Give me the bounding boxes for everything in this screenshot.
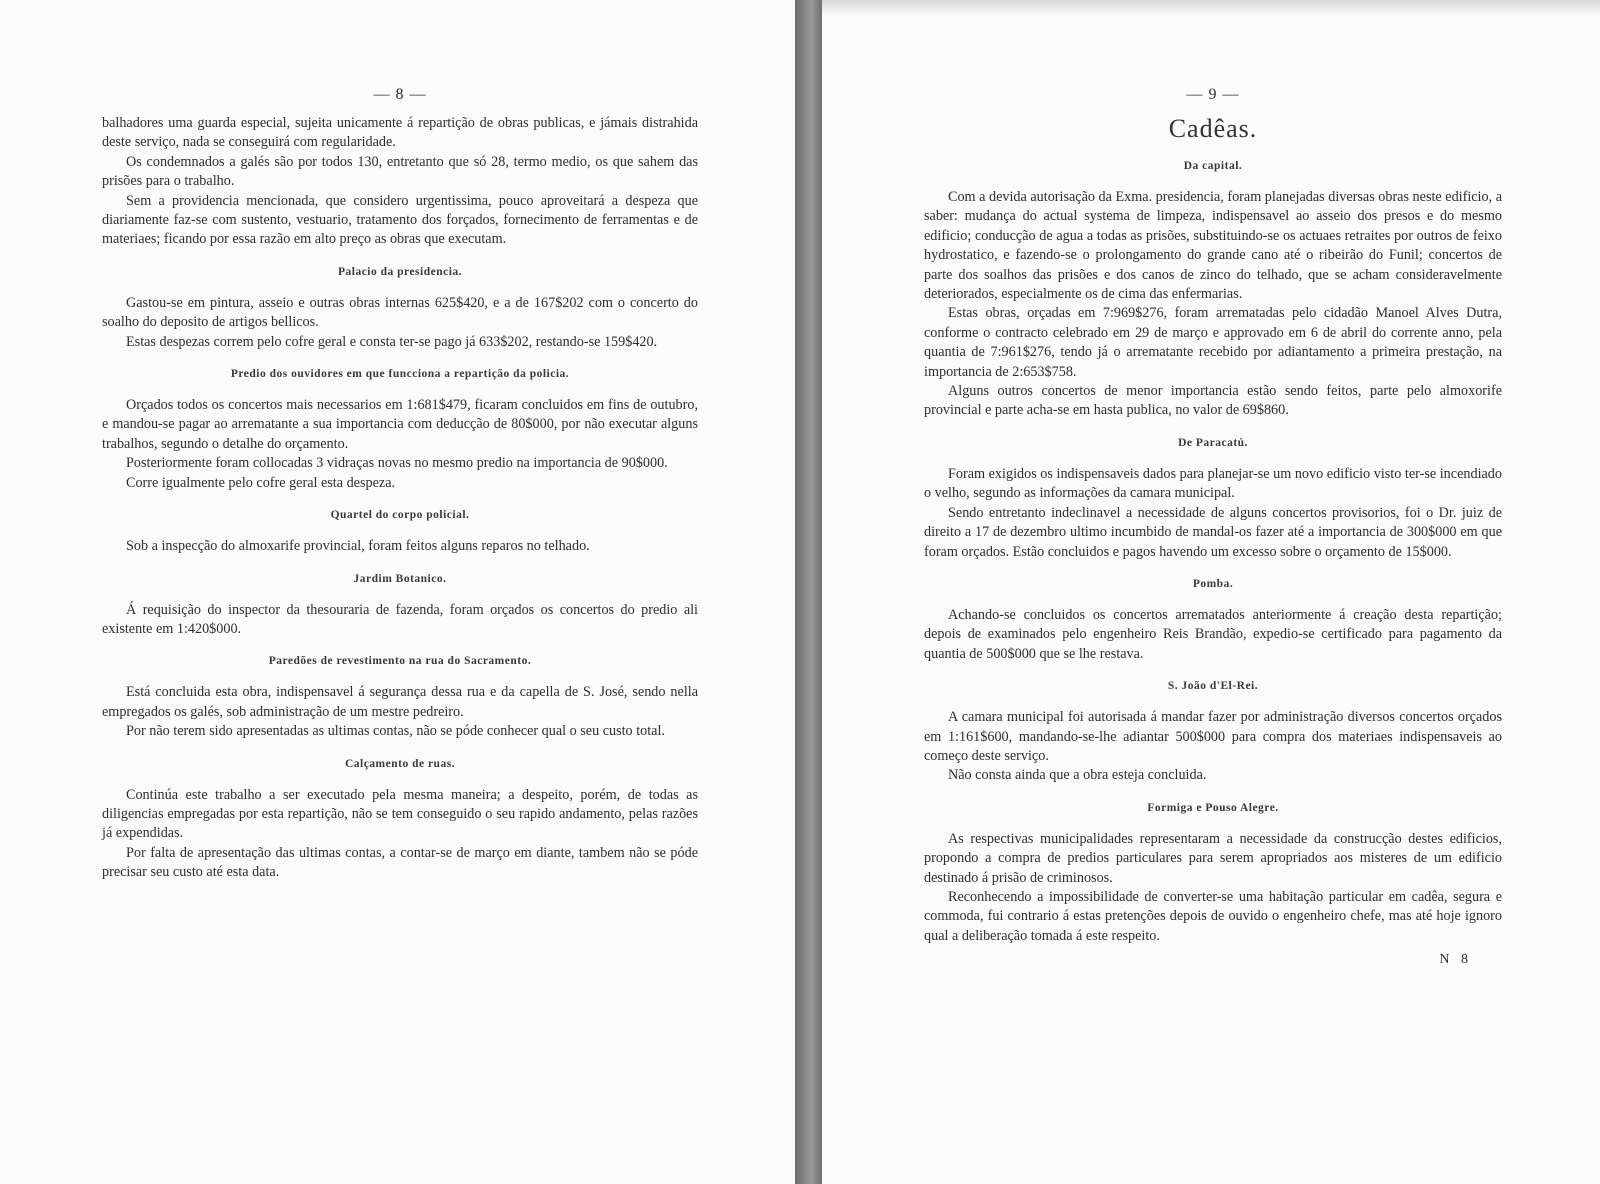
paragraph: Posteriormente foram collocadas 3 vidraças novas no mesmo predio na importancia de 90$000. bbox=[126, 455, 668, 472]
section-heading: Palacio da presidencia. bbox=[337, 265, 463, 278]
page-number: — 8 — bbox=[373, 86, 427, 103]
paragraph: Continúa este trabalho a ser executado pela mesma maneira; a despeito, porém, de todas as diligencias empregadas por esta repartição, não se tem conseguido o seu rapido andamento, pelas razões já expendidas. bbox=[102, 786, 698, 842]
paragraph: Achando-se concluidos os concertos arrematados anteriormente á creação desta repartição; depois de examinados pelo engenheiro Reis Brandão, expedio-se certificado para pagamento da quantia de 500$000 que se lhe restava. bbox=[924, 606, 1502, 662]
paragraph: Reconhecendo a impossibilidade de converter-se uma habitação particular em cadêa, segura e commoda, fui contrario á estas pretenções depois de ouvido o engenheiro chefe, mas até hoje ignoro qual a deliberação tomada á este respeito. bbox=[924, 888, 1502, 944]
section-paracatu bbox=[924, 437, 1502, 562]
paragraph: Com a devida autorisação da Exma. presidencia, foram planejadas diversas obras neste edificio, a saber: mudança do actual systema de limpeza, indispensavel ao asseio dos presos e do mesmo edificio; conducção de agua a todas as prisões, substituindo-se os actuaes retraites por outros de feixo hydrostatico, e fazendo-se o prolongamento do grande cano até o ribeirão do Funil; concertos de parte dos soalhos das prisões e dos canos de zinco do telhado, que se acham consideravelmente deteriorados, especialmente os de cima das enfermarias. bbox=[924, 189, 1502, 303]
paragraph: Orçados todos os concertos mais necessarios em 1:681$479, ficaram concluidos em fins de outubro, e mandou-se pagar ao arrematante a sua importancia com deducção de 80$000, por não executar alguns trabalhos, segundo o detalhe do orçamento. bbox=[102, 397, 698, 452]
section-heading: S. João d'El-Rei. bbox=[1167, 680, 1259, 693]
paragraph: Sem a providencia mencionada, que considero urgentissima, pouco aproveitará a despeza que diariamente faz-se com sustento, vestuario, tratamento dos forçados, fornecimento de ferramentas e de materiaes; ficando por essa razão em alto preço as obras que executam. bbox=[102, 192, 698, 248]
section-heading: Paredões de revestimento na rua do Sacramento. bbox=[268, 655, 532, 668]
paragraph: Estas obras, orçadas em 7:969$276, foram arrematadas pelo cidadão Manoel Alves Dutra, conforme o contracto celebrado em 29 de março e approvado em 6 de abril do corrente anno, pela quantia de 7:961$276, tendo já o arrematante recebido por adiantamento a primeira prestação, na importancia de 2:653$758. bbox=[924, 305, 1502, 380]
section-heading: Quartel do corpo policial. bbox=[330, 509, 470, 522]
section-jardim bbox=[102, 573, 698, 640]
left-page-content bbox=[102, 86, 698, 887]
section-calcamento bbox=[102, 758, 698, 883]
section-heading: Pomba. bbox=[1192, 577, 1234, 590]
section-heading: Formiga e Pouso Alegre. bbox=[1147, 801, 1279, 814]
section-heading: Predio dos ouvidores em que funcciona a repartição da policia. bbox=[230, 368, 570, 381]
chapter-title: Cadêas. bbox=[1168, 114, 1258, 143]
section-heading: Da capital. bbox=[1183, 160, 1243, 172]
section-heading: De Paracatú. bbox=[1178, 436, 1248, 449]
paragraph: As respectivas municipalidades representaram a necessidade da construcção destes edificios, propondo a compra de predios particulares para serem apropriados aos misteres de um edificio destinado á prisão de criminosos. bbox=[924, 830, 1502, 886]
paragraph: Alguns outros concertos de menor importancia estão sendo feitos, parte pelo almoxorife provincial e parte acha-se em hasta publica, no valor de 69$860. bbox=[924, 383, 1502, 419]
paragraph: Estas despezas correm pelo cofre geral e consta ter-se pago já 633$202, restando-se 159$420. bbox=[126, 333, 658, 350]
section-formiga bbox=[924, 802, 1502, 946]
section-paredoes bbox=[102, 655, 698, 741]
page-edge-shadow bbox=[822, 0, 1600, 16]
paragraph: Foram exigidos os indispensaveis dados para planejar-se um novo edificio visto ter-se incendiado o velho, segundo as informações da camara municipal. bbox=[924, 465, 1502, 502]
book-gutter bbox=[795, 0, 822, 1184]
paragraph: A camara municipal foi autorisada á mandar fazer por administração diversos concertos orçados em 1:161$600, mandando-se-lhe adiantar 500$000 para compra dos materiaes indispensaveis ao começo deste serviço. bbox=[924, 709, 1502, 764]
paragraph: Corre igualmente pelo cofre geral esta despeza. bbox=[126, 474, 396, 491]
section-heading: Jardim Botanico. bbox=[353, 572, 447, 585]
section-capital bbox=[924, 160, 1502, 421]
paragraph: Sob a inspecção do almoxarife provincial, foram feitos alguns reparos no telhado. bbox=[126, 538, 590, 555]
paragraph: Os condemnados a galés são por todos 130, entretanto que só 28, termo medio, os que sahem das prisões para o trabalho. bbox=[102, 153, 698, 190]
paragraph: Sendo entretanto indeclinavel a necessidade de alguns concertos provisorios, foi o Dr. juiz de direito a 17 de dezembro ultimo incumbido de mandal-os fazer até a importancia de 300$000 em que foram orçados. Estão concluidos e pagos havendo um excesso sobre o orçamento de 15$000. bbox=[924, 504, 1502, 560]
left-page bbox=[0, 0, 795, 1184]
signature-mark: N 8 bbox=[1439, 952, 1472, 968]
section-predio-ouvidores bbox=[102, 368, 698, 493]
section-sao-joao bbox=[924, 680, 1502, 786]
paragraph: Gastou-se em pintura, asseio e outras obras internas 625$420, e a de 167$202 com o concerto do soalho do deposito de artigos bellicos. bbox=[102, 294, 698, 331]
paragraph: Está concluida esta obra, indispensavel á segurança dessa rua e da capella de S. José, sendo nella empregados os galés, sob administração de um mestre pedreiro. bbox=[102, 684, 698, 720]
section-quartel bbox=[102, 509, 698, 556]
paragraph: balhadores uma guarda especial, sujeita unicamente á repartição de obras publicas, e jámais distrahida deste serviço, nada se conseguirá com regularidade. bbox=[102, 115, 698, 151]
section-heading: Calçamento de ruas. bbox=[344, 757, 456, 770]
paragraph: Não consta ainda que a obra esteja concluida. bbox=[948, 767, 1207, 784]
page-number: — 9 — bbox=[1186, 86, 1240, 103]
right-page-content bbox=[924, 86, 1502, 968]
paragraph: Por não terem sido apresentadas as ultimas contas, não se póde conhecer qual o seu custo total. bbox=[126, 723, 665, 740]
right-page bbox=[822, 0, 1600, 1184]
paragraph: Por falta de apresentação das ultimas contas, a contar-se de março em diante, tambem não se póde precisar seu custo até esta data. bbox=[102, 844, 698, 881]
section-pomba bbox=[924, 578, 1502, 664]
section-palacio bbox=[102, 266, 698, 352]
paragraph: Á requisição do inspector da thesouraria de fazenda, foram orçados os concertos do predio ali existente em 1:420$000. bbox=[102, 601, 698, 637]
